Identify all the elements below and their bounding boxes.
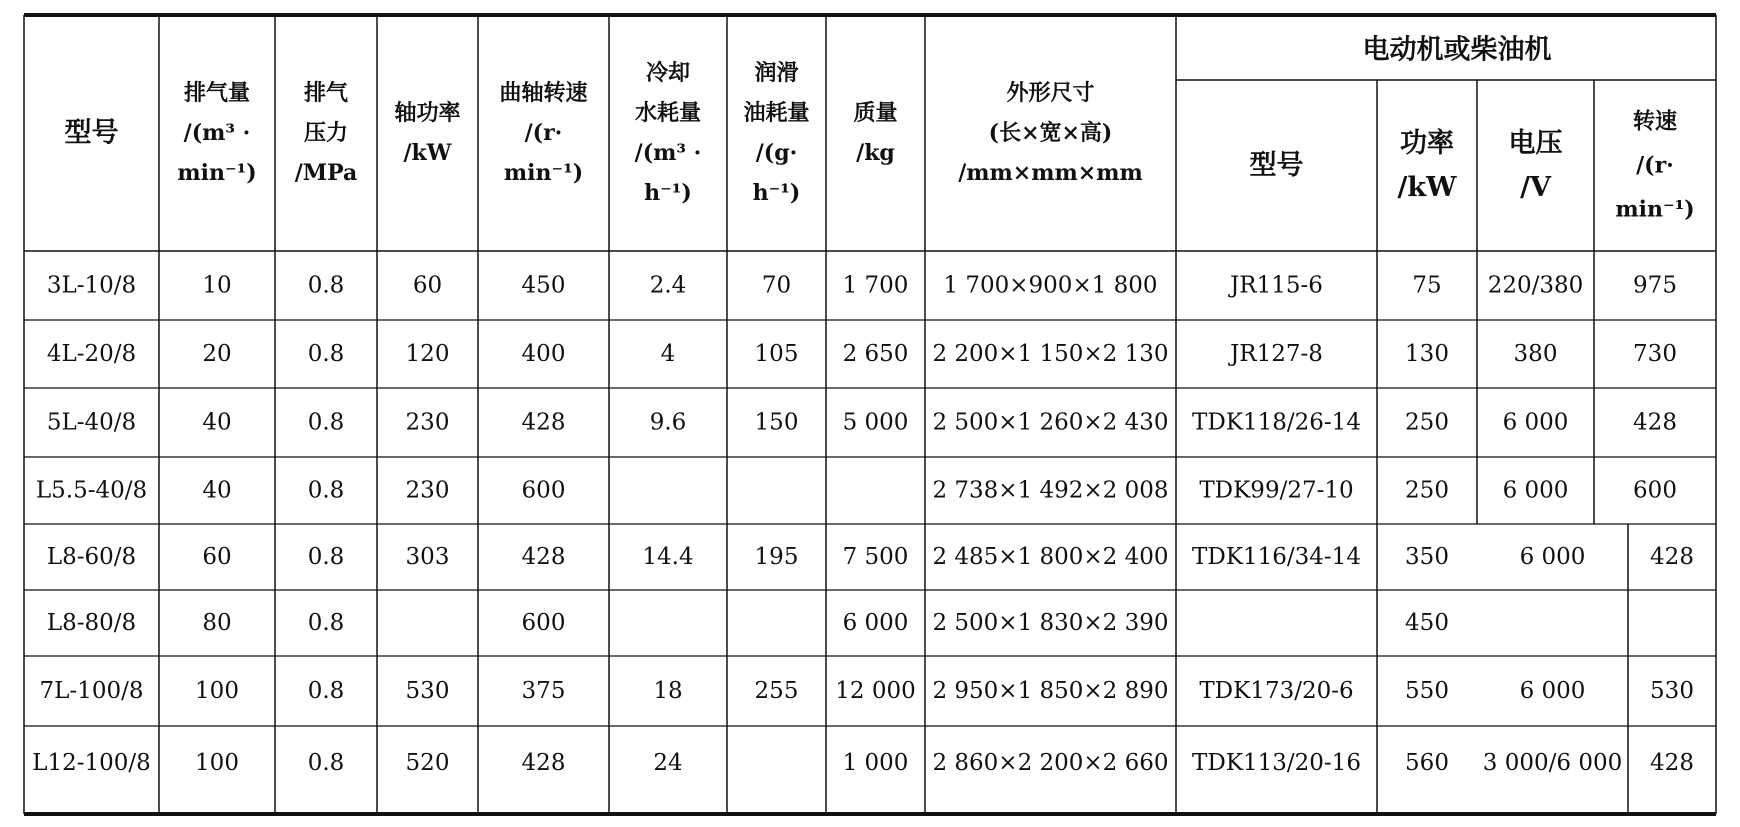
cell-motor-voltage: 6 000 — [1502, 477, 1569, 504]
cell-motor-power: 75 — [1412, 272, 1442, 299]
cell-displacement: 10 — [202, 272, 232, 299]
cell-dimensions: 2 500×1 260×2 430 — [932, 409, 1169, 436]
cell-motor-model: TDK116/34-14 — [1192, 544, 1361, 570]
cell-mass: 7 500 — [842, 544, 909, 570]
cell-lube-oil: 150 — [754, 409, 799, 436]
cell-shaft-power: 303 — [405, 544, 450, 570]
cell-model: L8-60/8 — [46, 544, 137, 570]
header-motor-power: /kW — [1397, 172, 1457, 203]
header-dimensions: /mm×mm×mm — [958, 160, 1143, 186]
header-pressure: /MPa — [294, 160, 358, 186]
cell-motor-speed: 428 — [1633, 409, 1677, 436]
cell-motor-power: 450 — [1405, 610, 1449, 636]
cell-model: 3L-10/8 — [46, 272, 137, 299]
cell-motor-speed: 428 — [1650, 544, 1694, 570]
cell-crank-speed: 600 — [521, 610, 566, 636]
cell-mass: 12 000 — [835, 678, 916, 704]
cell-motor-voltage: 6 000 — [1519, 544, 1586, 570]
cell-shaft-power: 60 — [412, 272, 443, 299]
cell-pressure: 0.8 — [307, 750, 345, 776]
cell-mass: 5 000 — [842, 409, 909, 436]
cell-shaft-power: 530 — [405, 678, 450, 704]
header-mass: 质量 — [853, 100, 898, 126]
header-motor-power: 功率 — [1400, 128, 1454, 159]
cell-displacement: 40 — [202, 409, 232, 436]
cell-model: 5L-40/8 — [46, 409, 137, 436]
header-crank-speed: min⁻¹) — [503, 160, 584, 186]
cell-mass: 2 650 — [842, 341, 909, 367]
header-dimensions: (长×宽×高) — [988, 120, 1113, 146]
cell-mass: 1 000 — [842, 750, 909, 776]
header-motor-voltage: 电压 — [1508, 128, 1563, 159]
cell-motor-power: 250 — [1405, 477, 1449, 504]
cell-shaft-power: 230 — [405, 409, 450, 436]
cell-crank-speed: 600 — [521, 477, 566, 504]
cell-lube-oil: 70 — [761, 272, 792, 299]
cell-model: L8-80/8 — [46, 610, 137, 636]
cell-lube-oil: 105 — [754, 341, 799, 367]
cell-motor-model: JR127-8 — [1230, 341, 1323, 367]
cell-pressure: 0.8 — [307, 610, 345, 636]
cell-dimensions: 2 200×1 150×2 130 — [932, 341, 1169, 367]
cell-dimensions: 2 860×2 200×2 660 — [932, 750, 1169, 776]
header-displacement: /(m³ · — [183, 120, 251, 146]
cell-motor-speed: 975 — [1633, 272, 1677, 299]
cell-pressure: 0.8 — [307, 678, 345, 704]
header-shaft-power: 轴功率 — [394, 100, 461, 126]
header-cooling-water: 水耗量 — [634, 100, 702, 126]
header-lube-oil: 润滑 — [754, 60, 799, 86]
cell-motor-model: TDK173/20-6 — [1199, 678, 1354, 704]
cell-lube-oil: 195 — [754, 544, 799, 570]
cell-motor-model: TDK118/26-14 — [1192, 409, 1361, 436]
cell-model: 4L-20/8 — [46, 341, 137, 367]
cell-pressure: 0.8 — [307, 272, 345, 299]
header-group-motor: 电动机或柴油机 — [1362, 34, 1552, 66]
cell-cooling-water: 2.4 — [649, 272, 687, 299]
header-motor-speed: min⁻¹) — [1615, 196, 1695, 223]
cell-dimensions: 2 950×1 850×2 890 — [932, 678, 1169, 704]
cell-motor-power: 350 — [1405, 544, 1449, 570]
header-cooling-water: /(m³ · — [634, 140, 702, 166]
cell-cooling-water: 9.6 — [649, 409, 687, 436]
table-row — [32, 750, 1694, 776]
cell-displacement: 20 — [202, 341, 232, 367]
table-header — [65, 35, 1695, 223]
cell-pressure: 0.8 — [307, 477, 345, 504]
cell-crank-speed: 400 — [521, 341, 566, 367]
cell-displacement: 100 — [195, 678, 239, 704]
cell-mass: 1 700 — [842, 272, 909, 299]
table-row — [40, 678, 1694, 704]
cell-cooling-water: 4 — [660, 341, 676, 367]
cell-motor-speed: 530 — [1650, 678, 1694, 704]
header-pressure: 排气 — [303, 80, 349, 106]
header-pressure: 压力 — [303, 120, 349, 146]
cell-motor-speed: 730 — [1633, 341, 1677, 367]
cell-crank-speed: 428 — [521, 750, 566, 776]
header-lube-oil: 油耗量 — [743, 100, 810, 126]
header-motor-voltage: /V — [1520, 172, 1551, 203]
cell-displacement: 60 — [202, 544, 232, 570]
cell-displacement: 80 — [202, 610, 232, 636]
header-displacement: min⁻¹) — [177, 160, 257, 186]
cell-motor-voltage: 380 — [1513, 341, 1558, 367]
header-motor-model: 型号 — [1249, 150, 1304, 181]
header-mass: /kg — [856, 140, 895, 166]
cell-shaft-power: 120 — [405, 341, 450, 367]
cell-motor-voltage: 220/380 — [1487, 272, 1584, 299]
header-cooling-water: h⁻¹) — [644, 180, 692, 206]
cell-motor-model: JR115-6 — [1230, 272, 1323, 299]
header-displacement: 排气量 — [183, 80, 251, 106]
table-row — [47, 544, 1694, 570]
cell-model: L5.5-40/8 — [35, 477, 148, 504]
cell-motor-power: 550 — [1405, 678, 1449, 704]
header-crank-speed: /(r· — [524, 120, 563, 146]
table-row — [47, 610, 1449, 636]
cell-shaft-power: 230 — [405, 477, 450, 504]
cell-motor-voltage: 3 000/6 000 — [1482, 750, 1623, 776]
header-cooling-water: 冷却 — [645, 60, 691, 86]
cell-model: 7L-100/8 — [39, 678, 144, 704]
cell-motor-voltage: 6 000 — [1519, 678, 1586, 704]
cell-crank-speed: 428 — [521, 409, 566, 436]
cell-dimensions: 2 738×1 492×2 008 — [932, 477, 1169, 504]
cell-dimensions: 2 485×1 800×2 400 — [932, 544, 1169, 570]
cell-motor-model: TDK99/27-10 — [1199, 477, 1354, 504]
cell-cooling-water: 14.4 — [642, 544, 694, 570]
cell-motor-model: TDK113/20-16 — [1192, 750, 1361, 776]
header-motor-speed: 转速 — [1632, 108, 1678, 135]
cell-model: L12-100/8 — [32, 750, 151, 776]
table-row — [47, 410, 1677, 436]
table-row — [36, 478, 1677, 504]
cell-displacement: 40 — [202, 477, 232, 504]
cell-displacement: 100 — [195, 750, 239, 776]
table-row — [47, 341, 1677, 367]
header-dimensions: 外形尺寸 — [1006, 80, 1095, 106]
cell-motor-voltage: 6 000 — [1502, 409, 1569, 436]
cell-pressure: 0.8 — [307, 341, 345, 367]
cell-dimensions: 2 500×1 830×2 390 — [932, 610, 1169, 636]
cell-crank-speed: 450 — [521, 272, 566, 299]
header-lube-oil: /(g· — [755, 140, 798, 166]
cell-cooling-water: 18 — [653, 678, 683, 704]
cell-crank-speed: 428 — [521, 544, 566, 570]
cell-motor-power: 560 — [1405, 750, 1449, 776]
header-shaft-power: /kW — [403, 140, 452, 166]
cell-motor-power: 250 — [1405, 409, 1449, 436]
cell-motor-speed: 428 — [1650, 750, 1694, 776]
cell-pressure: 0.8 — [307, 409, 345, 436]
cell-motor-speed: 600 — [1633, 477, 1677, 504]
header-motor-speed: /(r· — [1636, 152, 1674, 179]
header-lube-oil: h⁻¹) — [752, 180, 801, 206]
cell-crank-speed: 375 — [521, 678, 566, 704]
cell-dimensions: 1 700×900×1 800 — [943, 272, 1158, 299]
cell-pressure: 0.8 — [307, 544, 345, 570]
header-model: 型号 — [64, 117, 119, 149]
table-row — [47, 273, 1677, 299]
header-crank-speed: 曲轴转速 — [499, 80, 588, 106]
cell-motor-power: 130 — [1405, 341, 1449, 367]
cell-mass: 6 000 — [842, 610, 909, 636]
cell-lube-oil: 255 — [754, 678, 799, 704]
cell-cooling-water: 24 — [653, 750, 683, 776]
cell-shaft-power: 520 — [405, 750, 450, 776]
